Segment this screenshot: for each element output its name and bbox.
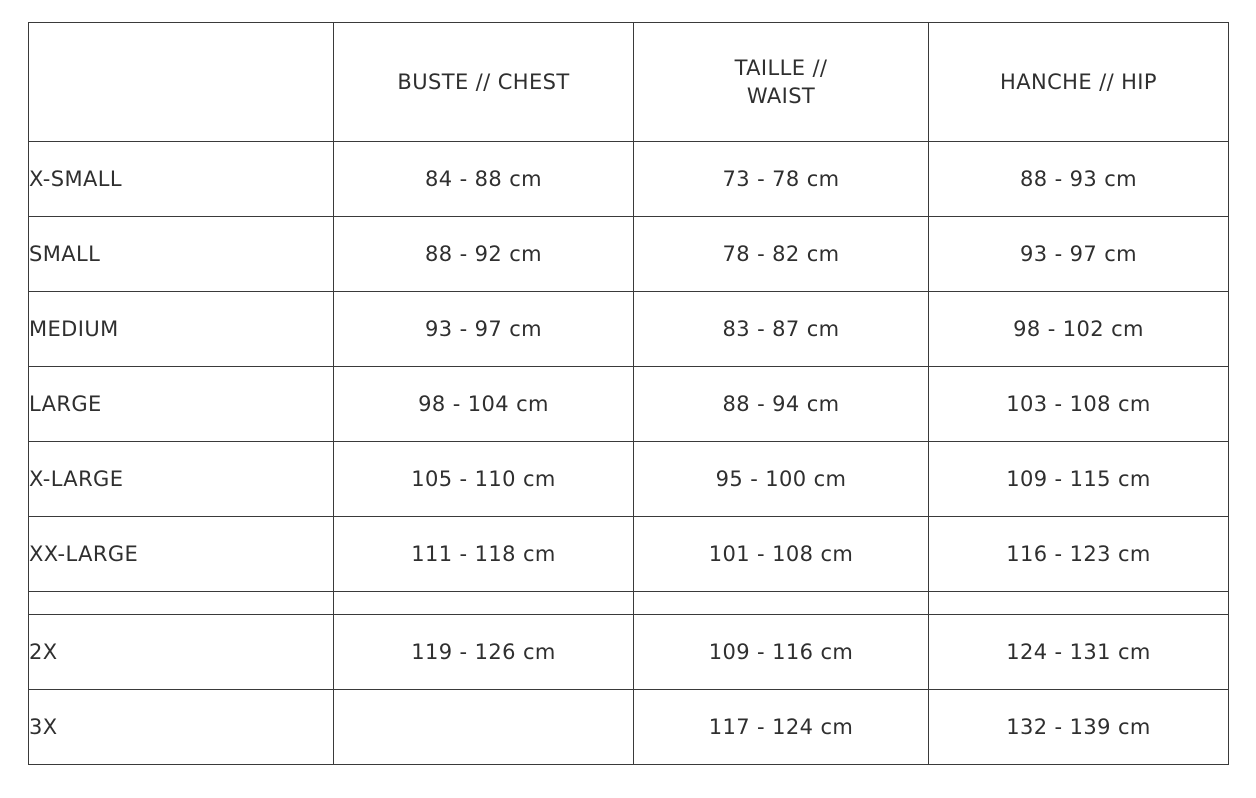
table-row bbox=[29, 615, 1229, 690]
table-row bbox=[29, 442, 1229, 517]
row-chest-value: 98 - 104 cm bbox=[334, 367, 634, 442]
table-body bbox=[29, 23, 1229, 765]
spacer-hip-cell bbox=[929, 592, 1229, 615]
header-chest-label: BUSTE // CHEST bbox=[397, 69, 570, 94]
row-hip-value: 124 - 131 cm bbox=[929, 615, 1229, 690]
row-chest-value: 119 - 126 cm bbox=[334, 615, 634, 690]
row-hip-value: 109 - 115 cm bbox=[929, 442, 1229, 517]
size-chart-table bbox=[28, 22, 1229, 765]
header-cell-hip bbox=[929, 23, 1229, 142]
row-waist-value: 117 - 124 cm bbox=[634, 690, 929, 765]
row-waist-value: 109 - 116 cm bbox=[634, 615, 929, 690]
spacer-chest-cell bbox=[334, 592, 634, 615]
header-waist-label-line2: WAIST bbox=[746, 84, 816, 108]
row-size-label: XX-LARGE bbox=[29, 517, 334, 592]
header-cell-waist bbox=[634, 23, 929, 142]
spacer-size-cell bbox=[29, 592, 334, 615]
row-chest-value: 84 - 88 cm bbox=[334, 142, 634, 217]
row-chest-value: 111 - 118 cm bbox=[334, 517, 634, 592]
header-hip-label: HANCHE // HIP bbox=[1000, 69, 1157, 94]
header-cell-chest bbox=[334, 23, 634, 142]
row-hip-value: 103 - 108 cm bbox=[929, 367, 1229, 442]
row-chest-value: 105 - 110 cm bbox=[334, 442, 634, 517]
row-waist-value: 101 - 108 cm bbox=[634, 517, 929, 592]
table-header-row bbox=[29, 23, 1229, 142]
row-size-label: MEDIUM bbox=[29, 292, 334, 367]
row-waist-value: 95 - 100 cm bbox=[634, 442, 929, 517]
row-hip-value: 132 - 139 cm bbox=[929, 690, 1229, 765]
row-chest-value: 93 - 97 cm bbox=[334, 292, 634, 367]
row-hip-value: 98 - 102 cm bbox=[929, 292, 1229, 367]
row-waist-value: 83 - 87 cm bbox=[634, 292, 929, 367]
row-size-label: LARGE bbox=[29, 367, 334, 442]
row-size-label: 3X bbox=[29, 690, 334, 765]
table-row bbox=[29, 517, 1229, 592]
table-spacer-row bbox=[29, 592, 1229, 615]
spacer-waist-cell bbox=[634, 592, 929, 615]
row-hip-value: 93 - 97 cm bbox=[929, 217, 1229, 292]
row-size-label: SMALL bbox=[29, 217, 334, 292]
table-row bbox=[29, 217, 1229, 292]
header-waist-label-line1: TAILLE // bbox=[734, 55, 828, 80]
row-waist-value: 78 - 82 cm bbox=[634, 217, 929, 292]
header-cell-corner bbox=[29, 23, 334, 142]
row-waist-value: 88 - 94 cm bbox=[634, 367, 929, 442]
row-chest-value bbox=[334, 690, 634, 765]
table-row bbox=[29, 142, 1229, 217]
table-row bbox=[29, 367, 1229, 442]
row-hip-value: 116 - 123 cm bbox=[929, 517, 1229, 592]
row-size-label: 2X bbox=[29, 615, 334, 690]
row-size-label: X-SMALL bbox=[29, 142, 334, 217]
row-waist-value: 73 - 78 cm bbox=[634, 142, 929, 217]
table-row bbox=[29, 292, 1229, 367]
row-size-label: X-LARGE bbox=[29, 442, 334, 517]
table-row bbox=[29, 690, 1229, 765]
row-hip-value: 88 - 93 cm bbox=[929, 142, 1229, 217]
row-chest-value: 88 - 92 cm bbox=[334, 217, 634, 292]
